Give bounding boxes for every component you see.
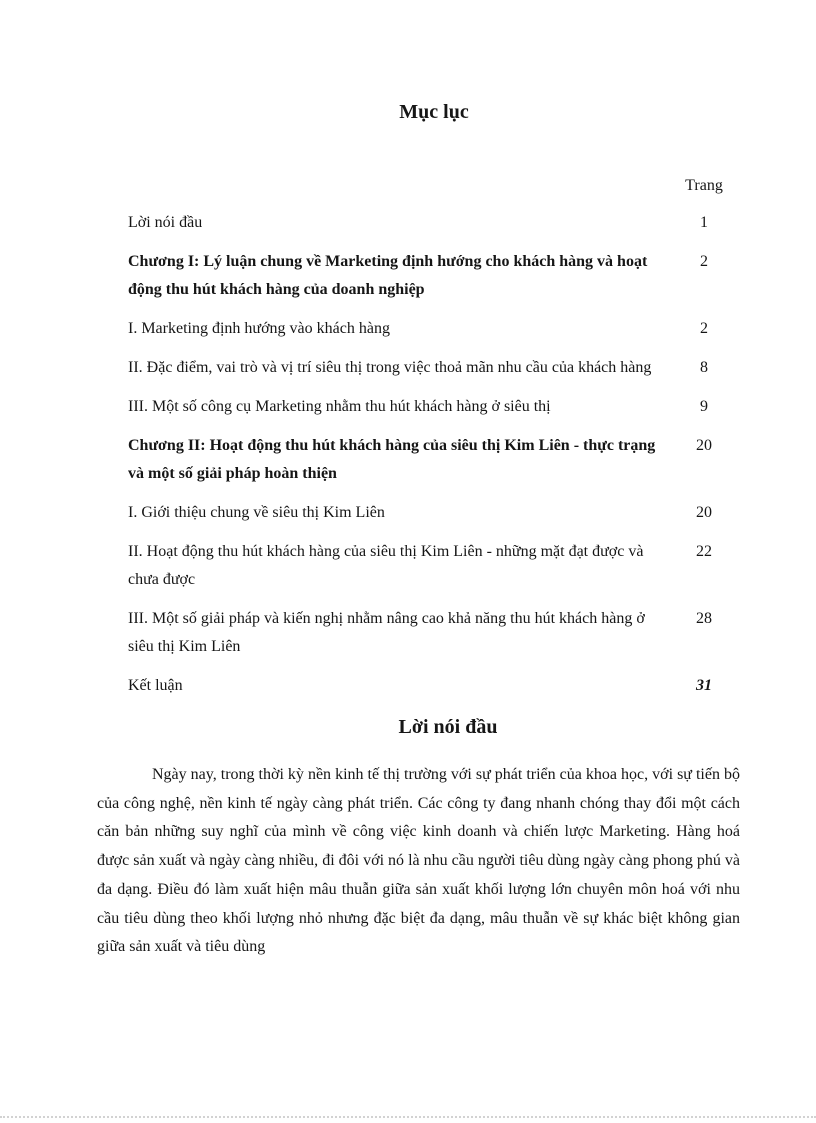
toc-row [97,354,740,382]
toc-row-page: 22 [696,543,712,560]
toc-row-page: 8 [700,359,708,376]
toc-row-page: 28 [696,610,712,627]
foreword-heading: Lời nói đầu [398,716,498,738]
toc-row-page: 2 [700,253,708,270]
toc-row [97,672,740,700]
toc-row-page: 31 [696,677,712,694]
toc-row [97,248,740,304]
toc-row-label: II. Đặc điểm, vai trò và vị trí siêu thị trong việc thoả mãn nhu cầu của khách hàng [128,359,652,376]
toc-row-page: 1 [700,214,708,231]
page-column-header: Trang [685,177,723,194]
toc-row-label: Lời nói đầu [128,214,203,231]
toc-row-label: III. Một số công cụ Marketing nhằm thu hút khách hàng ở siêu thị [128,398,551,415]
toc-row [97,499,740,527]
toc-row [97,209,740,237]
toc-row [97,538,740,594]
toc-row-page: 9 [700,398,708,415]
toc-row-label: Chương I: Lý luận chung về Marketing định hướng cho khách hàng và hoạt động thu hút khách hàng của doanh nghiệp [128,253,648,298]
toc-row-label: I. Giới thiệu chung về siêu thị Kim Liên [128,504,385,521]
toc-title: Mục lục [399,101,469,123]
toc-row [97,605,740,661]
toc-row-label: I. Marketing định hướng vào khách hàng [128,320,390,337]
foreword-paragraph: Ngày nay, trong thời kỳ nền kinh tế thị trường với sự phát triển của khoa học, với sự tiến bộ của công nghệ, nền kinh tế ngày càng phát triển. Các công ty đang nhanh chóng thay đổi một cách căn bản những suy nghĩ của mình về công việc kinh doanh và chiến lược Marketing. Hàng hoá được sản xuất và ngày càng nhiều, đi đôi với nó là nhu cầu người tiêu dùng ngày càng phong phú và đa dạng. Điều đó làm xuất hiện mâu thuẫn giữa sản xuất khối lượng lớn chuyên môn hoá với nhu cầu tiêu dùng theo khối lượng nhỏ nhưng đặc biệt đa dạng, mâu thuẫn về sự khác biệt không gian giữa sản xuất và tiêu dùng [97,766,740,956]
toc-row-page: 20 [696,437,712,454]
toc-row [97,393,740,421]
toc-row-label: II. Hoạt động thu hút khách hàng của siêu thị Kim Liên - những mặt đạt được và chưa được [128,543,644,588]
page-break-dotted-line [0,1116,816,1118]
toc-row [97,315,740,343]
toc-row-label: Kết luận [128,677,183,694]
content-block [97,172,740,962]
toc-row-page: 20 [696,504,712,521]
toc-list [97,209,740,700]
toc-row-label: Chương II: Hoạt động thu hút khách hàng của siêu thị Kim Liên - thực trạng và một số giải pháp hoàn thiện [128,437,656,482]
toc-row-page: 2 [700,320,708,337]
toc-row [97,432,740,488]
toc-row-label: III. Một số giải pháp và kiến nghị nhằm nâng cao khả năng thu hút khách hàng ở siêu thị Kim Liên [128,610,645,655]
